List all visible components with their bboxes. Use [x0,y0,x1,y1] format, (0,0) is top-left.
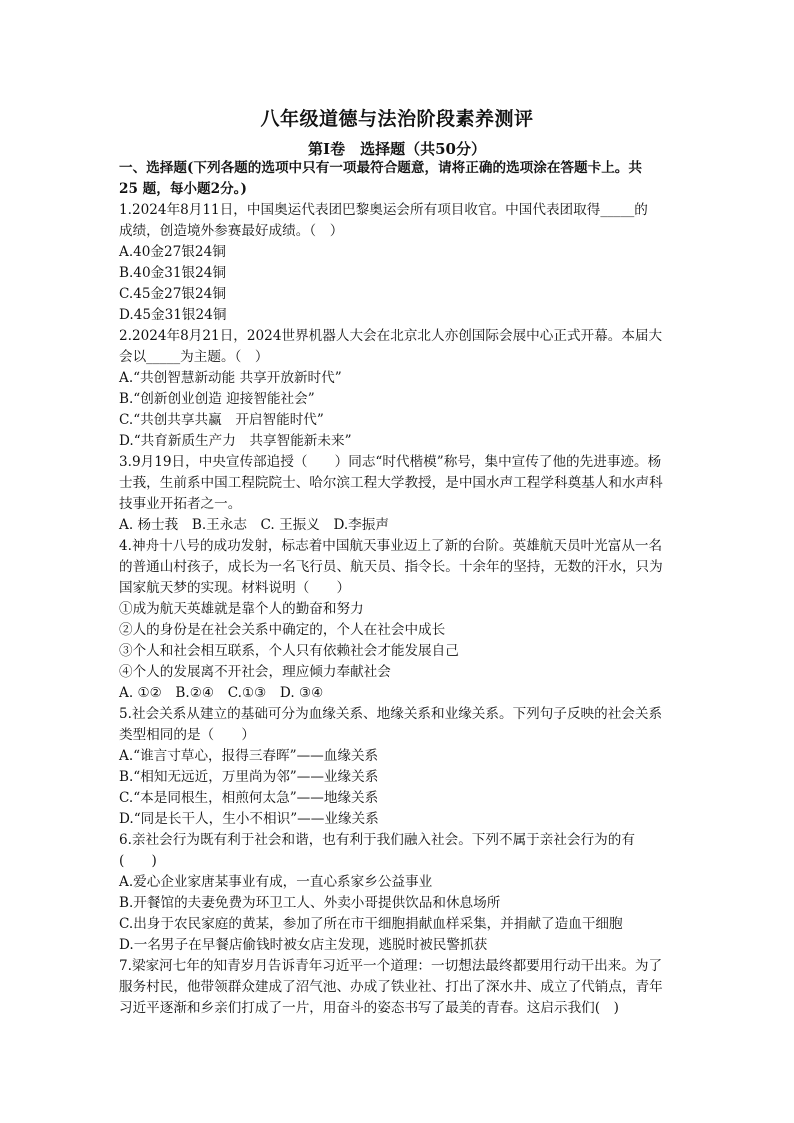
question-stem: 技事业开拓者之一。 [119,496,242,512]
question-7 [119,956,681,1019]
question-stem: 士莪，生前系中国工程院院士、哈尔滨工程大学教授，是中国水声工程学科奠基人和水声科 [119,475,663,491]
option: A.“谁言寸草心，报得三春晖”——血缘关系 [119,748,379,764]
option: B.“创新创业创造 迎接智能社会” [119,391,315,407]
option: ④个人的发展离不开社会，理应倾力奉献社会 [119,664,391,680]
option: A.“共创智慧新动能 共享开放新时代” [119,370,342,386]
option: B.开餐馆的夫妻免费为环卫工人、外卖小哥提供饮品和休息场所 [119,895,501,911]
option: C.“共创共享共赢 开启智能时代” [119,412,324,428]
option: B.“相知无远近，万里尚为邻”——业缘关系 [119,769,379,785]
question-5 [119,704,681,830]
option: D.“共育新质生产力 共享智能新未来” [119,433,352,449]
option: ①成为航天英雄就是靠个人的勤奋和努力 [119,601,364,617]
option: B.40金31银24铜 [119,265,226,281]
question-stem: 1.2024年8月11日，中国奥运代表团巴黎奥运会所有项目收官。中国代表团取得_____的 [119,202,648,218]
option: ②人的身份是在社会关系中确定的，个人在社会中成长 [119,622,446,638]
option: A. 杨士莪 B.王永志 C. 王振义 D.李振声 [119,517,389,533]
exam-content [119,158,681,1019]
question-stem: 国家航天梦的实现。材料说明（ ） [119,580,351,596]
option: ③个人和社会相互联系，个人只有依赖社会才能发展自己 [119,643,459,659]
question-3 [119,452,681,536]
option: A.爱心企业家唐某事业有成，一直心系家乡公益事业 [119,874,433,890]
exam-title: 八年级道德与法治阶段素养测评 [260,108,534,130]
question-stem: 7.梁家河七年的知青岁月告诉青年习近平一个道理：一切想法最终都要用行动干出来。为了 [119,958,663,974]
option: C.出身于农民家庭的黄某，参加了所在市干细胞捐献血样采集，并捐献了造血干细胞 [119,916,623,932]
question-stem: 成绩，创造境外参赛最好成绩。（ ） [119,223,344,239]
question-stem: 的普通山村孩子，成长为一名飞行员、航天员、指令长。十余年的坚持，无数的汗水，只为 [119,559,663,575]
option: C.“本是同根生，相煎何太急”——地缘关系 [119,790,379,806]
question-stem: 会以_____为主题。（ ） [119,349,269,365]
question-stem: 5.社会关系从建立的基础可分为血缘关系、地缘关系和业缘关系。下列句子反映的社会关系 [119,706,663,722]
option: D.45金31银24铜 [119,307,227,323]
option: D.一名男子在早餐店偷钱时被女店主发现，逃脱时被民警抓获 [119,937,488,953]
question-stem: 习近平逐渐和乡亲们打成了一片，用奋斗的姿态书写了最美的青春。这启示我们( ) [119,1000,619,1016]
instructions-line: 25 题，每小题2分。) [119,181,247,197]
option: A. ①② B.②④ C.①③ D. ③④ [119,685,324,701]
option: C.45金27银24铜 [119,286,226,302]
instructions-line: 一、选择题(下列各题的选项中只有一项最符合题意，请将正确的选项涂在答题卡上。共 [119,160,642,176]
question-4 [119,536,681,704]
question-stem: 4.神舟十八号的成功发射，标志着中国航天事业迈上了新的台阶。英雄航天员叶光富从一名 [119,538,663,554]
question-6 [119,830,681,956]
question-stem: 服务村民，他带领群众建成了沼气池、办成了铁业社、打出了深水井、成立了代销点，青年 [119,979,663,995]
section-title: 第Ⅰ卷 选择题（共50分） [308,140,486,158]
question-stem: 类型相同的是（ ） [119,727,255,743]
option: A.40金27银24铜 [119,244,226,260]
question-1 [119,200,681,326]
question-stem: 3.9月19日，中央宣传部追授（ ）同志“时代楷模”称号，集中宣传了他的先进事迹。杨 [119,454,662,470]
question-stem: ( ) [119,853,157,869]
question-stem: 2.2024年8月21日，2024世界机器人大会在北京北人亦创国际会展中心正式开幕。本届大 [119,328,663,344]
question-stem: 6.亲社会行为既有利于社会和谐，也有利于我们融入社会。下列不属于亲社会行为的有 [119,832,635,848]
question-2 [119,326,681,452]
option: D.“同是长干人，生小不相识”——业缘关系 [119,811,379,827]
